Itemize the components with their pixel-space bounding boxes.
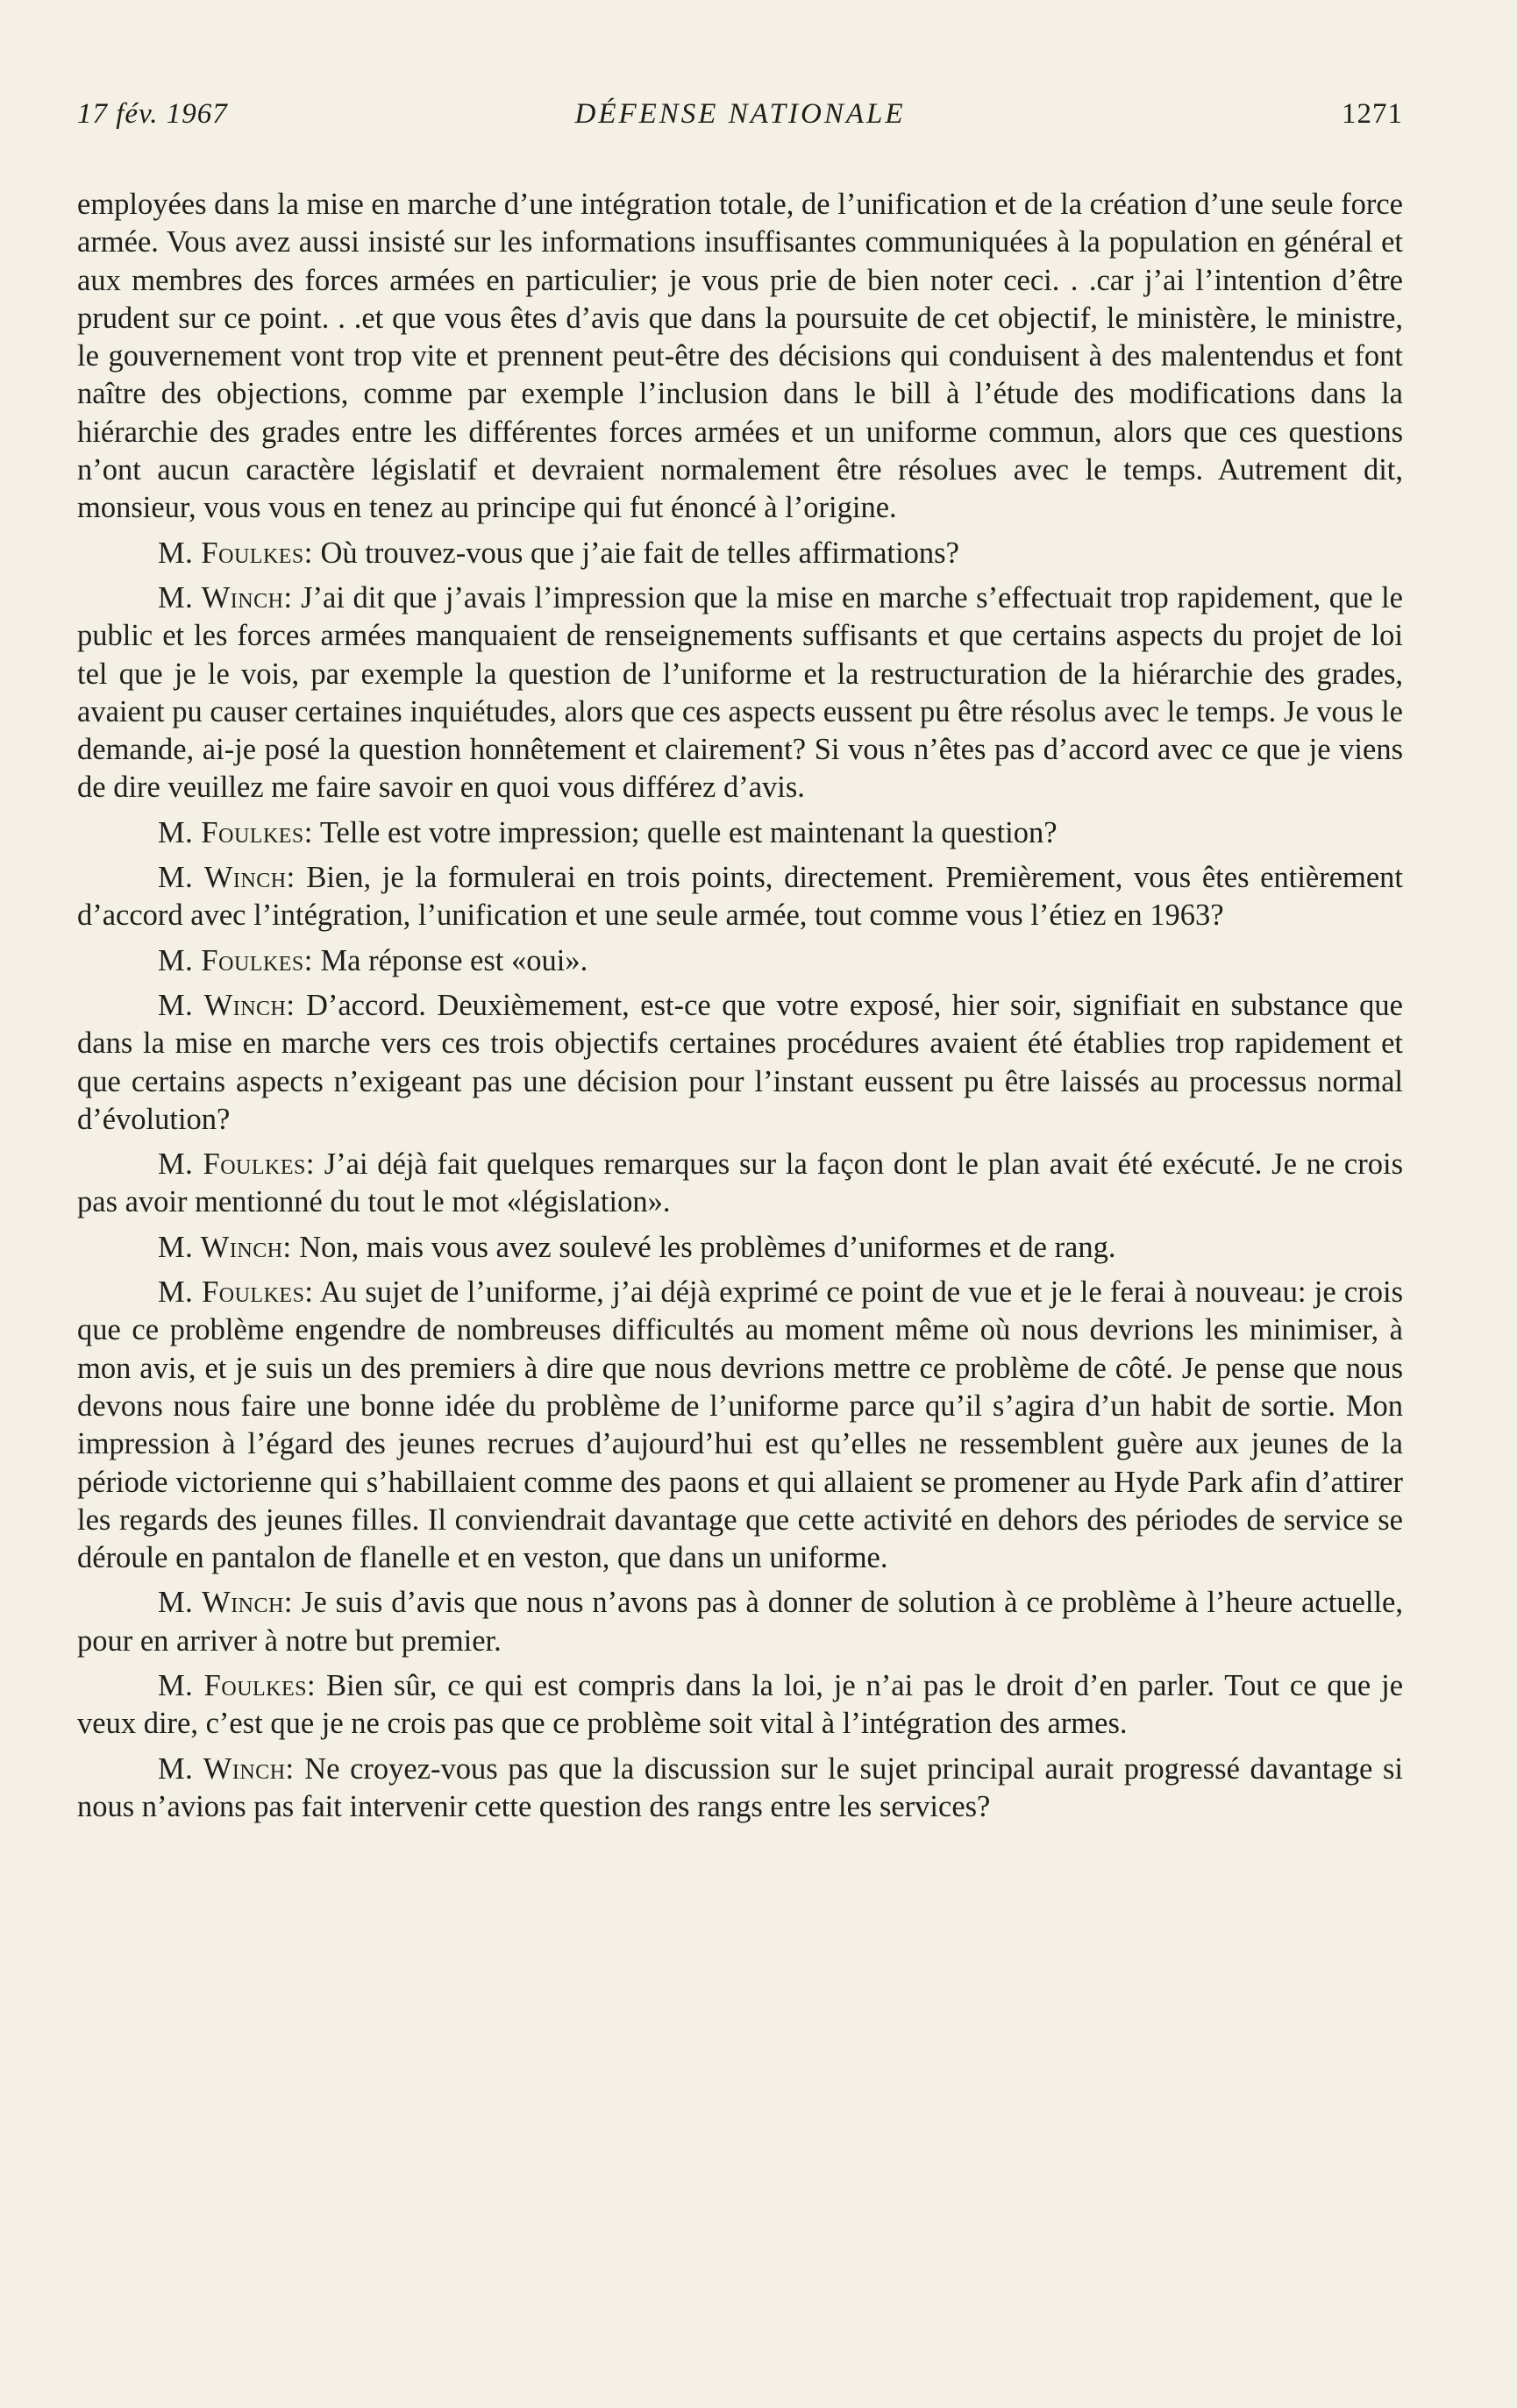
paragraph-text: Telle est votre impression; quelle est maintenant la question? xyxy=(312,815,1058,849)
paragraph-text: D’accord. Deuxièmement, est-ce que votre exposé, hier soir, signifiait en substance que dans la mise en marche vers ces trois objectifs certaines procédures avaient été établies trop rapidement et que certains aspects n’exigeant pas une décision pour l’instant eussent pu être laissés au processus normal d’évolution? xyxy=(77,988,1403,1136)
speaker-name: M. Winch: xyxy=(158,1230,292,1264)
document-page xyxy=(77,98,1403,1833)
paragraph-text: Où trouvez-vous que j’aie fait de telles affirmations? xyxy=(312,536,959,570)
speaker-name: M. Foulkes: xyxy=(158,536,313,570)
speaker-name: M. Foulkes: xyxy=(158,1275,314,1310)
speaker-paragraph xyxy=(77,1667,1403,1744)
paragraph-text: Ma réponse est «oui». xyxy=(312,943,588,977)
paragraph-text: Bien sûr, ce qui est compris dans la loi, je n’ai pas le droit d’en parler. Tout ce que je veux dire, c’est que je ne crois pas que ce problème soit vital à l’intégration des armes. xyxy=(77,1668,1404,1741)
paragraph-text: J’ai dit que j’avais l’impression que la mise en marche s’effectuait trop rapidement, que le public et les forces armées manquaient de renseignements suffisants et que certains aspects du projet de loi tel que je le vois, par exemple la question de l’uniforme et la restructuration de la hiérarchie des grades, avaient pu causer certaines inquiétudes, alors que ces aspects eussent pu être résolus avec le temps. Je vous le demande, ai-je posé la question honnêtement et clairement? Si vous n’êtes pas d’accord avec ce que je viens de dire veuillez me faire savoir en quoi vous différez d’avis. xyxy=(77,580,1403,805)
speaker-name: M. Foulkes: xyxy=(158,1668,317,1702)
speaker-name: M. Winch: xyxy=(158,1586,293,1620)
paragraph-text: Au sujet de l’uniforme, j’ai déjà exprimé ce point de vue et je le ferai à nouveau: je crois que ce problème engendre de nombreuses difficultés au moment même où nous devrions les minimiser, à mon avis, et je suis un des premiers à dire que nous devrions mettre ce problème de côté. Je pense que nous devons nous faire une bonne idée du problème de l’uniforme parce qu’il s’agira d’un habit de sortie. Mon impression à l’égard des jeunes recrues d’aujourd’hui est qu’elles ne ressemblent guère aux jeunes de la période victorienne qui s’habillaient comme des paons et qui allaient se promener au Hyde Park afin d’attirer les regards des jeunes filles. Il conviendrait davantage que cette activité en dehors des périodes de service se déroule en pantalon de flanelle et en veston, que dans un uniforme. xyxy=(77,1275,1403,1575)
paragraph-text: employées dans la mise en marche d’une intégration totale, de l’unification et de la création d’une seule force armée. Vous avez aussi insisté sur les informations insuffisantes communiquées à la population en général et aux membres des forces armées en particulier; je vous prie de bien noter ceci. . .car j’ai l’intention d’être prudent sur ce point. . .et que vous êtes d’avis que dans la poursuite de cet objectif, le ministère, le ministre, le gouvernement vont trop vite et prennent peut-être des décisions qui conduisent à des malentendus et font naître des objections, comme par exemple l’inclusion dans le bill à l’étude des modifications dans la hiérarchie des grades entre les différentes forces armées et un uniforme commun, alors que ces questions n’ont aucun caractère législatif et devraient normalement être résolues avec le temps. Autrement dit, monsieur, vous vous en tenez au principe qui fut énoncé à l’origine. xyxy=(77,188,1403,525)
speaker-name: M. Foulkes: xyxy=(158,1147,315,1182)
paragraph-text: Non, mais vous avez soulevé les problèmes d’uniformes et de rang. xyxy=(291,1230,1116,1264)
speaker-name: M. Winch: xyxy=(158,988,296,1022)
speaker-paragraph xyxy=(77,942,1403,980)
transcript-body xyxy=(77,186,1403,1826)
speaker-name: M. Winch: xyxy=(158,580,293,614)
speaker-name: M. Winch: xyxy=(158,1751,295,1786)
running-header xyxy=(77,98,1403,144)
speaker-name: M. Foulkes: xyxy=(158,815,313,849)
speaker-paragraph xyxy=(77,859,1403,935)
paragraph-continuation xyxy=(77,186,1403,528)
speaker-paragraph xyxy=(77,1274,1403,1577)
speaker-paragraph xyxy=(77,535,1403,572)
paragraph-text: Ne croyez-vous pas que la discussion sur le sujet principal aurait progressé davantage si nous n’avions pas fait intervenir cette question des rangs entre les services? xyxy=(77,1751,1403,1823)
speaker-paragraph xyxy=(77,579,1403,807)
paragraph-text: Je suis d’avis que nous n’avons pas à donner de solution à ce problème à l’heure actuelle, pour en arriver à notre but premier. xyxy=(77,1586,1403,1658)
speaker-name: M. Winch: xyxy=(158,861,296,895)
speaker-paragraph xyxy=(77,1751,1403,1827)
page-number: 1271 xyxy=(1342,98,1403,130)
speaker-name: M. Foulkes: xyxy=(158,943,313,977)
header-date: 17 fév. 1967 xyxy=(77,98,228,130)
speaker-paragraph xyxy=(77,814,1403,852)
header-title: DÉFENSE NATIONALE xyxy=(574,98,906,130)
paragraph-text: J’ai déjà fait quelques remarques sur la façon dont le plan avait été exécuté. Je ne crois pas avoir mentionné du tout le mot «législation». xyxy=(77,1147,1403,1219)
paragraph-text: Bien, je la formulerai en trois points, directement. Premièrement, vous êtes entièrement d’accord avec l’intégration, l’unification et une seule armée, tout comme vous l’étiez en 1963? xyxy=(77,861,1403,933)
speaker-paragraph xyxy=(77,987,1403,1139)
speaker-paragraph xyxy=(77,1584,1403,1660)
speaker-paragraph xyxy=(77,1229,1403,1267)
speaker-paragraph xyxy=(77,1146,1403,1222)
